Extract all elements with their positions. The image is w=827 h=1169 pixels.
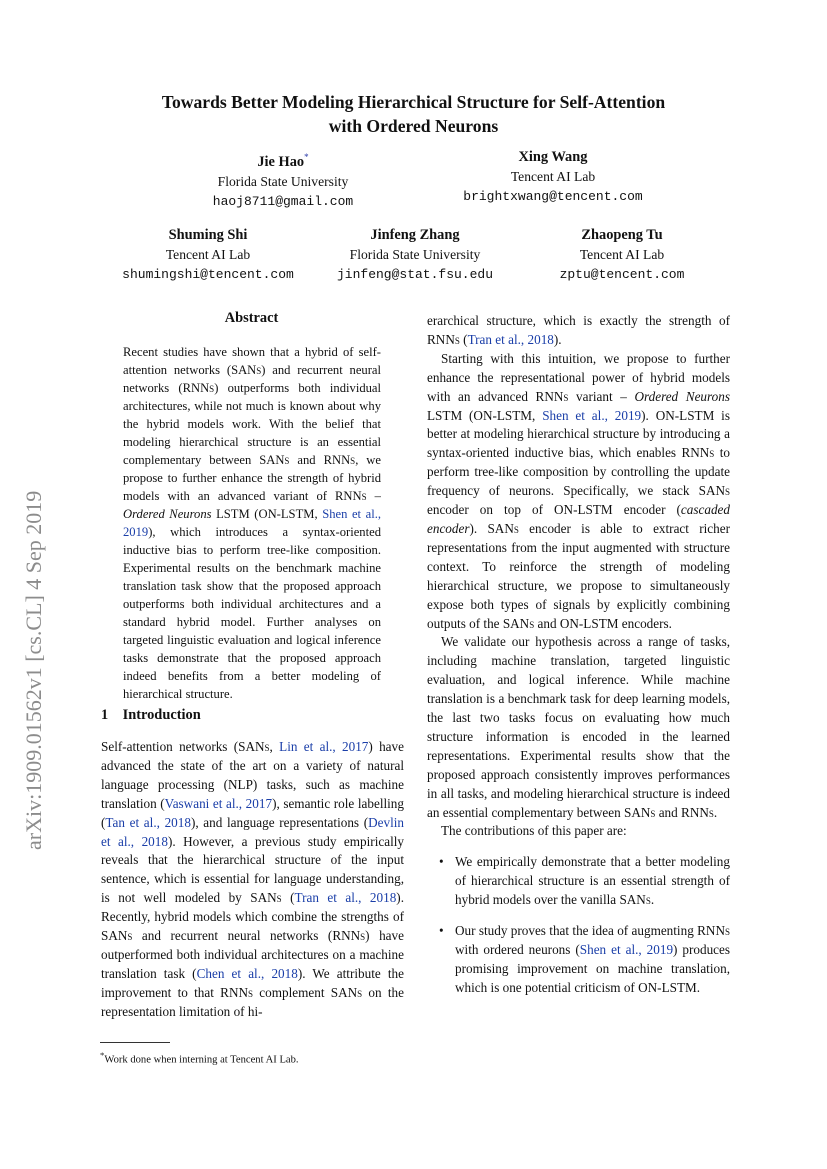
author-name: Xing Wang bbox=[518, 149, 588, 165]
citation-link[interactable]: Tran et al., 2018 bbox=[467, 331, 554, 347]
citation-link[interactable]: Chen et al., 2018 bbox=[196, 965, 298, 981]
citation-link[interactable]: Shen et al., 2019 bbox=[123, 507, 382, 539]
citation-link[interactable]: Tan et al., 2018 bbox=[105, 814, 191, 830]
abstract-body: Recent studies have shown that a hybrid of self-attention networks (SANs) and recurrent neural networks (RNNs) outperforms both individual architectures, while not much is known about why the hybrid models work. With the belief that modeling hierarchical structure is an essential complementary between SANs and RNNs, we propose to further enhance the strength of hybrid models with an advanced variant of RNNs – Ordered Neurons LSTM (ON-LSTM, Shen et al., 2019), which introduces a syntax-oriented inductive bias to perform tree-like composition. Experimental results on the benchmark machine translation task show that the proposed approach outperforms both individual architectures and a standard hybrid model. Further analyses on targeted linguistic evaluation and logical inference tasks demonstrate that the proposed approach indeed benefits from a better modeling of hierarchical structure. bbox=[123, 345, 382, 701]
citation-link[interactable]: Devlin et al., 2018 bbox=[101, 814, 405, 849]
citation-link[interactable]: Tran et al., 2018 bbox=[294, 890, 397, 906]
section-heading-introduction bbox=[101, 707, 201, 724]
author-email: haoj8711@gmail.com bbox=[212, 193, 354, 209]
footnote bbox=[100, 1048, 299, 1068]
author-affiliation: Tencent AI Lab bbox=[510, 169, 596, 184]
citation-link[interactable]: Vaswani et al., 2017 bbox=[164, 795, 273, 811]
paper-title-line-1: Towards Better Modeling Hierarchical Structure for Self-Attention bbox=[161, 92, 666, 112]
intro-paragraph-1: Self-attention networks (SANs, Lin et al., 2017) have advanced the state of the art on a variety of natural language processing (NLP) tasks, such as machine translation (Vaswani et al., 2017), semantic role labelling (Tan et al., 2018), and language representations (Devlin et al., 2018). However, a previous study empirically reveals that the hierarchical structure of the input sentence, which is essential for language understanding, is not well modeled by SANs (Tran et al., 2018). Recently, hybrid models which combine the strengths of SANs and recurrent neural networks (RNNs) have outperformed both individual architectures on a machine translation task (Chen et al., 2018). We attribute the improvement to that RNNs complement SANs on the representation limitation of hi- bbox=[101, 739, 405, 1019]
bullet-icon: • bbox=[439, 923, 444, 939]
author-block-xing-wang bbox=[423, 147, 683, 207]
right-column bbox=[427, 312, 730, 1010]
author-email: brightxwang@tencent.com bbox=[463, 189, 643, 204]
footnote-mark: * bbox=[100, 1050, 105, 1060]
section-number: 1 bbox=[101, 707, 109, 723]
bullet-icon: • bbox=[439, 854, 444, 870]
citation-link[interactable]: 2019 bbox=[646, 942, 674, 957]
citation-link[interactable]: Shen et al., bbox=[579, 942, 642, 957]
author-block-zhaopeng-tu bbox=[492, 225, 752, 285]
author-name: Zhaopeng Tu bbox=[581, 227, 663, 243]
author-email: jinfeng@stat.fsu.edu bbox=[336, 267, 494, 282]
author-affiliation: Florida State University bbox=[217, 173, 349, 189]
citation-link[interactable]: Lin et al., 2017 bbox=[279, 739, 369, 754]
paper-title-line-2: with Ordered Neurons bbox=[328, 116, 499, 136]
footnote-text: Work done when interning at Tencent AI Lab. bbox=[104, 1054, 299, 1066]
section-title: Introduction bbox=[122, 707, 201, 723]
paper-title bbox=[80, 90, 747, 138]
author-affiliation: Tencent AI Lab bbox=[165, 247, 251, 262]
contributions-list bbox=[427, 853, 730, 997]
author-affiliation: Florida State University bbox=[349, 247, 481, 262]
author-name: Shuming Shi bbox=[168, 227, 248, 243]
author-block-jie-hao bbox=[153, 147, 413, 212]
contributions-intro: The contributions of this paper are: bbox=[441, 823, 627, 839]
intro-paragraph-1-continued: erarchical structure, which is exactly the strength of RNNs (Tran et al., 2018). bbox=[427, 313, 730, 347]
author-affiliation: Tencent AI Lab bbox=[579, 247, 665, 262]
intro-paragraph-3: We validate our hypothesis across a range of tasks, including machine translation, targeted linguistic evaluation, and logical inference. While machine translation is a benchmark task for deep learning models, the last two tasks focus on evaluating how much structure information is encoded in the learned representations. Experimental results show that the proposed approach consistently improves performances in all tasks, and modeling hierarchical structure is indeed an essential complementary between SANs and RNNs. bbox=[427, 634, 730, 820]
arxiv-identifier: arXiv:1909.01562v1 [cs.CL] 4 Sep 2019 bbox=[21, 490, 46, 850]
intro-paragraph-2: Starting with this intuition, we propose to further enhance the representational power of hybrid models with an advanced RNNs variant – Ordered Neurons LSTM (ON-LSTM, Shen et al., 2019). ON-LSTM is better at modeling hierarchical structure by introducing a syntax-oriented inductive bias, which enables RNNs to perform tree-like composition by controlling the update frequency of neurons. Specifically, we stack SANs encoder on top of ON-LSTM encoder (cascaded encoder). SANs encoder is able to extract richer representations from the input augmented with structure context. To reinforce the strength of modeling hierarchical structure, we propose to simultaneously expose both types of signals by explicitly combining outputs of the SANs and ON-LSTM encoders. bbox=[427, 350, 730, 631]
footnote-marker[interactable]: * bbox=[304, 152, 309, 162]
author-email: shumingshi@tencent.com bbox=[122, 267, 294, 282]
list-item: • We empirically demonstrate that a better modeling of hierarchical structure is an essential strength of hybrid models over the vanilla SANs. bbox=[439, 854, 730, 908]
citation-link[interactable]: Shen et al., 2019 bbox=[542, 407, 642, 423]
list-item: • Our study proves that the idea of augmenting RNNs with ordered neurons (Shen et al., 2019) produces promising improvement on machine translation, which is one potential criticism of ON-LSTM. bbox=[439, 923, 731, 995]
author-email: zptu@tencent.com bbox=[559, 267, 685, 282]
author-name: Jie Hao* bbox=[257, 152, 309, 170]
abstract-heading: Abstract bbox=[224, 310, 279, 326]
author-name: Jinfeng Zhang bbox=[370, 227, 460, 243]
footnote-rule bbox=[100, 1042, 170, 1043]
